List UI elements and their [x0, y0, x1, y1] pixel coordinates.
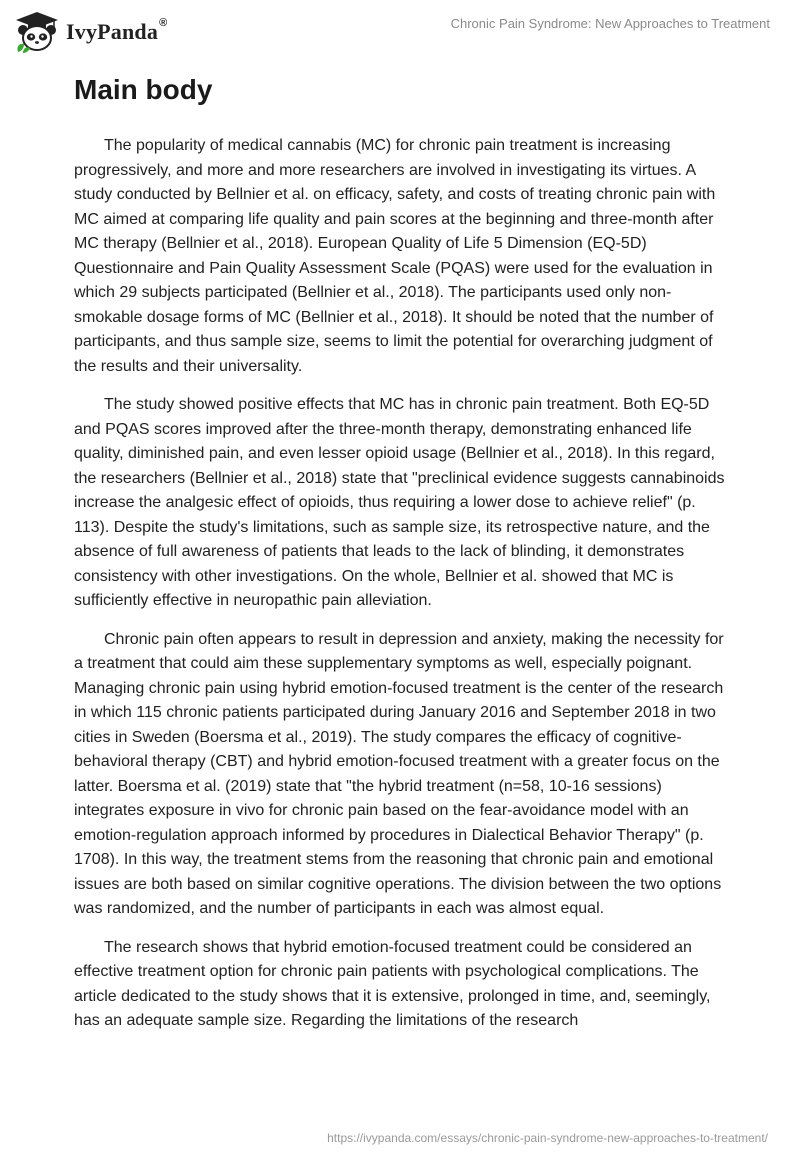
paragraph-1: The popularity of medical cannabis (MC) for chronic pain treatment is increasing progressively, and more and more researchers are involved in investigating its virtues. A study conducted by Bellnier et al. on efficacy, safety, and costs of treating chronic pain with MC aimed at comparing life quality and pain scores at the beginning and three-month after MC therapy (Bellnier et al., 2018). European Quality of Life 5 Dimension (EQ-5D) Questionnaire and Pain Quality Assessment Scale (PQAS) were used for the evaluation in which 29 subjects participated (Bellnier et al., 2018). The participants used only non-smokable dosage forms of MC (Bellnier et al., 2018). It should be noted that the number of participants, and thus sample size, seems to limit the potential for overarching judgment of the results and their universality.: [74, 137, 716, 375]
paragraph-2: The study showed positive effects that MC has in chronic pain treatment. Both EQ-5D and PQAS scores improved after the three-month therapy, demonstrating enhanced life quality, diminished pain, and even lesser opioid usage (Bellnier et al., 2018). In this regard, the researchers (Bellnier et al., 2018) state that "preclinical evidence suggests cannabinoids increase the analgesic effect of opioids, thus requiring a lower dose to achieve relief" (p. 113). Despite the study's limitations, such as sample size, its retrospective nature, and the absence of full awareness of patients that leads to the lack of blinding, it demonstrates consistency with other investigations. On the whole, Bellnier et al. showed that MC is sufficiently effective in neuropathic pain alleviation.: [74, 396, 725, 609]
brand-logo[interactable]: [14, 10, 167, 54]
brand-name: IvyPanda®: [66, 17, 168, 44]
running-title: Chronic Pain Syndrome: New Approaches to Treatment: [450, 16, 770, 31]
source-url-link[interactable]: https://ivypanda.com/essays/chronic-pain-syndrome-new-approaches-to-treatment/: [327, 1131, 768, 1145]
document-body: [74, 70, 730, 1048]
panda-graduate-icon: [14, 10, 60, 54]
paragraph-3: Chronic pain often appears to result in depression and anxiety, making the necessity for a treatment that could aim these supplementary symptoms as well, especially poignant. Managing chronic pain using hybrid emotion-focused treatment is the center of the research in which 115 chronic patients participated during January 2016 and September 2018 in two cities in Sweden (Boersma et al., 2019). The study compares the efficacy of cognitive-behavioral therapy (CBT) and hybrid emotion-focused treatment with a greater focus on the latter. Boersma et al. (2019) state that "the hybrid treatment (n=58, 10-16 sessions) integrates exposure in vivo for chronic pain based on the fear-avoidance model with an emotion-regulation approach informed by procedures in Dialectical Behavior Therapy" (p. 1708). In this way, the treatment stems from the reasoning that chronic pain and emotional issues are both based on similar cognitive operations. The division between the two options was randomized, and the number of participants in each was almost equal.: [74, 630, 724, 917]
registered-mark: ®: [159, 17, 168, 29]
section-heading: Main body: [74, 74, 213, 105]
paragraph-4: The research shows that hybrid emotion-focused treatment could be considered an effective treatment option for chronic pain patients with psychological complications. The article dedicated to the study shows that it is extensive, prolonged in time, and, seemingly, has an adequate sample size. Regarding the limitations of the research: [74, 938, 711, 1029]
